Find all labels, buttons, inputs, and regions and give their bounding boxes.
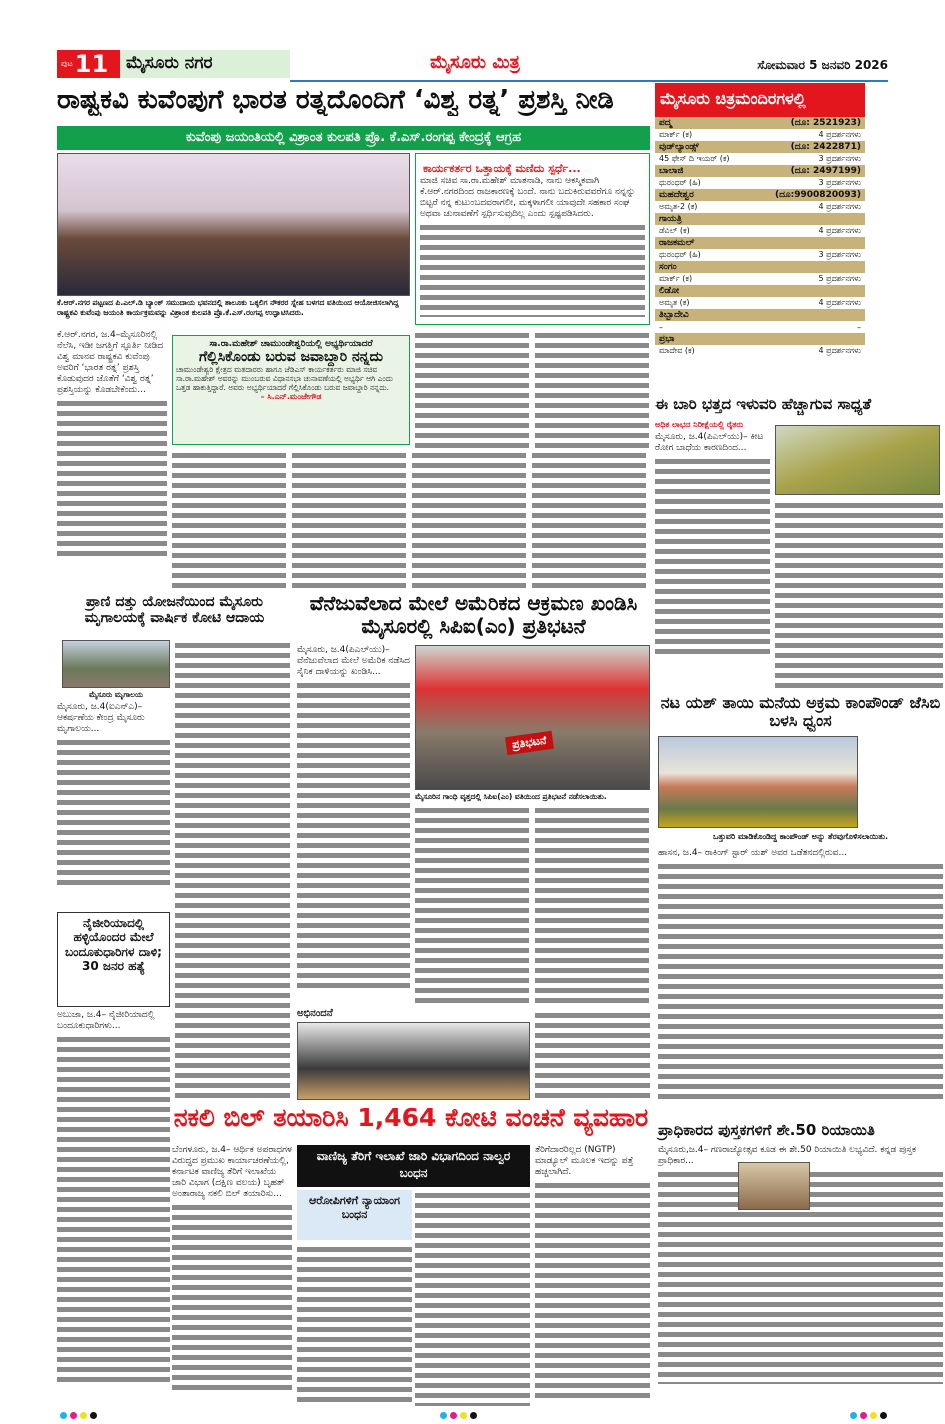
cinema-hall-name: ಮಹದೇಶ್ವರ: [659, 190, 694, 200]
cinema-movie: [655, 153, 865, 165]
zoo-body: [57, 702, 170, 907]
cinema-title: ಮೈಸೂರು ಚಿತ್ರಮಂದಿರಗಳಲ್ಲಿ: [655, 83, 865, 117]
fraud-body: [172, 1145, 292, 1407]
side-box-body: ಮಾಜಿ ಸಚಿವ ಸಾ.ರಾ.ಮಹೇಶ್ ಮಾತನಾಡಿ, ನಾನು ಆಕಸ್ಮಿಕವಾಗಿ ಕೆ.ಆರ್.ನಗರದಿಂದ ರಾಜಕಾರಣಕ್ಕೆ ಬಂದೆ. ನಾನು ಬದುಕಿರುವವರೆಗೂ ನನ್ನನ್ನು ಬಿಟ್ಟರೆ ನನ್ನ ಕುಟುಂಬದವರಾಗಲೀ, ಮಕ್ಕಳಾಗಲೀ ಯಾವುದೇ ಸಹಕಾರ ಸಂಘ ಅಥವಾ ಚುನಾವಣೆಗೆ ಸ್ಪರ್ಧಿಸುವುದಿಲ್ಲ ಎಂದು ಸ್ಪಷ್ಟಪಡಿಸಿದರು.: [420, 176, 645, 222]
nigeria-body: [57, 1010, 170, 1405]
cinema-movie-title: ಅಮೃತ-2 (ಕ): [659, 202, 698, 211]
cinema-hall-name: ಗಾಯತ್ರಿ: [659, 214, 682, 224]
cinema-show-count: –: [857, 322, 861, 332]
cinema-hall: [655, 117, 865, 129]
cinema-show-count: 4 ಪ್ರದರ್ಶನಗಳು: [818, 298, 861, 307]
fraud-col-3: [415, 1190, 530, 1406]
cinema-hall: [655, 261, 865, 273]
inset-body: ಚಾಮುಂಡೇಶ್ವರಿ ಕ್ಷೇತ್ರದ ಮತದಾರರು ಹಾಗೂ ಜೆಡಿಎಸ್ ಕಾರ್ಯಕರ್ತರು ಮಾಜಿ ಸಚಿವ ಸಾ.ರಾ.ಮಹೇಶ್ ಅವರನ್ನು ಮುಂಬರುವ ವಿಧಾನಸಭಾ ಚುನಾವಣೆಯಲ್ಲಿ ಅಭ್ಯರ್ಥಿ ಆಗಿ ಎಂದು ಒತ್ತಡ ಹಾಕುತ್ತಿದ್ದಾರೆ. ಅವರು ಅಭ್ಯರ್ಥಿಯಾದರೆ ಗೆಲ್ಲಿಸಿಕೊಂಡು ಬರುವ ಜವಾಬ್ದಾರಿ ನನ್ನದು.: [176, 365, 393, 392]
fraud-lines: [172, 1202, 292, 1392]
cinema-movie: [655, 225, 865, 237]
congrats-label: ಅಭಿನಂದನೆ: [297, 1008, 333, 1019]
side-box-title: ಕಾರ್ಯಕರ್ತರ ಒತ್ತಾಯಕ್ಕೆ ಮಣಿದು ಸ್ಪರ್ಧೆ...: [420, 162, 584, 176]
cinema-hall-name: ತಿಬ್ಬಾದೇವಿ: [659, 310, 689, 320]
rice-lines: [655, 456, 770, 656]
cinema-movie-title: ಡೆವಿಲ್ (ಕ): [659, 226, 690, 235]
cinema-hall-name: ಬಾಲಾಜಿ: [659, 166, 684, 176]
cinema-show-count: 4 ಪ್ರದರ್ಶನಗಳು: [818, 202, 861, 211]
inset-headline: ಗೆಲ್ಲಿಸಿಕೊಂಡು ಬರುವ ಜವಾಬ್ದಾರಿ ನನ್ನದು: [199, 349, 383, 365]
cinema-hall: [655, 213, 865, 225]
cinema-movie: [655, 129, 865, 141]
print-registration-marks: [60, 1404, 100, 1423]
cinema-hall-name: ಪ್ರಭಾ: [659, 334, 675, 344]
fraud-side-title: ಆರೋಪಿಗಳಿಗೆ ನ್ಯಾಯಾಂಗ ಬಂಧನ: [297, 1190, 412, 1240]
lead-body-lines: [57, 398, 167, 558]
cinema-hall-name: ಸಂಗಂ: [659, 262, 677, 272]
fraud-lines-2: [535, 1180, 650, 1400]
cinema-hall-phone: (ದೂ:9900820093): [774, 190, 861, 200]
cinema-hall: [655, 333, 865, 345]
yash-lines: [658, 861, 943, 1101]
cinema-show-count: 4 ಪ್ರದರ್ಶನಗಳು: [818, 226, 861, 235]
cpim-body: [297, 645, 410, 1005]
congrats-text: [535, 1010, 650, 1100]
cinema-movie-title: 45 ಫೇಸ್ ದಿ ಇಯರ್ (ಕ): [659, 154, 730, 163]
cpim-lines: [297, 680, 410, 990]
side-box-text: [420, 222, 645, 317]
cinema-hall: [655, 189, 865, 201]
cinema-movie: [655, 345, 865, 357]
zoo-body-text: ಮೈಸೂರು, ಜ.4(ಐಎನ್‌ಎ)– ಆಕರ್ಷಣೆಯ ಕೇಂದ್ರ ಮೈಸೂರು ಮೃಗಾಲಯ...: [57, 702, 170, 737]
yash-photo: [658, 736, 858, 828]
cpim-body-2: [415, 805, 650, 1005]
congrats-photo: [297, 1022, 530, 1100]
rice-body-2: [775, 500, 943, 688]
print-registration-marks-right: [850, 1404, 890, 1423]
cpim-photo: [415, 645, 650, 790]
cinema-hall-name: ಲಿಡೋ: [659, 286, 680, 296]
fraud-body2-text: ತೆರಿಗೆದಾರರಿಲ್ಲದ (NGTP) ಮಾಡ್ಯೂಲ್ ಮೂಲಕ ಇದನ್ನು ಪತ್ತೆ ಹಚ್ಚಲಾಗಿದೆ.: [535, 1145, 650, 1180]
cinema-hall-phone: (ದೂ: 2497199): [790, 166, 861, 176]
lead-body-cols: [172, 450, 650, 588]
cinema-hall-phone: (ದೂ: 2422871): [790, 142, 861, 152]
rice-body: [655, 432, 770, 687]
cinema-movie-title: ಮಾದೇವ (ಕ): [659, 346, 695, 355]
nigeria-lines: [57, 1034, 170, 1384]
lead-body: [57, 330, 167, 588]
cinema-hall-name: ವುಡ್‌ಲ್ಯಾಂಡ್ಸ್: [659, 142, 699, 152]
rice-kicker: ಅಧಿಕ ಲಾಭದ ನಿರೀಕ್ಷೆಯಲ್ಲಿ ರೈತರು: [655, 420, 744, 429]
nigeria-box: [57, 912, 170, 1007]
side-box: [415, 153, 650, 325]
cinema-movie-title: ಧುರಂಧರ್ (ಹಿ): [659, 178, 701, 187]
books-headline: ಪ್ರಾಧಿಕಾರದ ಪುಸ್ತಕಗಳಿಗೆ ಶೇ.50 ರಿಯಾಯಿತಿ: [658, 1121, 875, 1139]
cinema-movie-title: –: [659, 322, 663, 332]
cpim-caption: ಮೈಸೂರಿನ ಗಾಂಧಿ ವೃತ್ತದಲ್ಲಿ ಸಿಪಿಐ(ಎಂ) ವತಿಯಿಂದ ಪ್ರತಿಭಟನೆ ನಡೆಸಲಾಯಿತು.: [415, 792, 607, 801]
cinema-show-count: 3 ಪ್ರದರ್ಶನಗಳು: [818, 250, 861, 259]
page-label: ಪುಟ: [61, 59, 73, 68]
cinema-movie: [655, 201, 865, 213]
cinema-movie: [655, 177, 865, 189]
cinema-movie: [655, 321, 865, 333]
yash-caption: ಒತ್ತುವರಿ ಮಾಡಿಕೊಂಡಿದ್ದ ಕಾಂಪೌಂಡ್ ಅನ್ನು ತೆರವುಗೊಳಿಸಲಾಯಿತು.: [712, 832, 889, 841]
cinema-hall-name: ರಾಜಕಮಲ್: [659, 238, 695, 248]
cinema-hall-phone: (ದೂ: 2521923): [790, 118, 861, 128]
issue-date: ಸೋಮವಾರ 5 ಜನವರಿ 2026: [757, 58, 888, 72]
masthead: ಮೈಸೂರು ಮಿತ್ರ: [430, 52, 520, 73]
books-photo: [738, 1162, 810, 1210]
cinema-hall: [655, 165, 865, 177]
cinema-movie-title: ಮಾರ್ಕ್ (ಕ): [659, 274, 693, 283]
cinema-movie: [655, 297, 865, 309]
lead-body-text: ಕೆ.ಆರ್.ನಗರ, ಜ.4–ಮೈಸೂರಿನಲ್ಲಿ ನೆಲೆಸಿ, ಇಡೀ ಜಗತ್ತಿಗೆ ಸ್ಫೂರ್ತಿ ನೀಡಿದ ವಿಶ್ವ ಮಾನವ ರಾಷ್ಟ್ರಕವಿ ಕುವೆಂಪು ಅವರಿಗೆ ‘ಭಾರತ ರತ್ನ’ ಪ್ರಶಸ್ತಿ ಕೊಡುವುದರ ಜೊತೆಗೆ ‘ವಿಶ್ವ ರತ್ನ’ ಪ್ರಶಸ್ತಿಯನ್ನು ಕೊಡಬೇಕೆಂದು...: [57, 330, 167, 398]
zoo-body-2: [175, 640, 290, 1100]
cinema-movie: [655, 249, 865, 261]
print-registration-marks-center: [440, 1404, 480, 1423]
rice-photo: [775, 425, 940, 495]
fraud-box-title: ವಾಣಿಜ್ಯ ತೆರಿಗೆ ಇಲಾಖೆ ಜಾರಿ ವಿಭಾಗದಿಂದ ನಾಲ್ವರ ಬಂಧನ: [297, 1145, 530, 1187]
books-body-text: ಮೈಸೂರು,ಜ.4– ಗಣರಾಜ್ಯೋತ್ಸವ ಕೂಡ ಈ ಶೇ.50 ರಿಯಾಯಿತಿ ಲಭ್ಯವಿದೆ. ಕನ್ನಡ ಪುಸ್ತಕ ಪ್ರಾಧಿಕಾರ...: [658, 1145, 943, 1169]
fraud-col-4: [535, 1145, 650, 1407]
cinema-show-count: 4 ಪ್ರದರ್ಶನಗಳು: [818, 130, 861, 139]
inset-byline: – ಸಿ.ಎನ್.ಮಂಜೇಗೌಡ: [260, 392, 322, 401]
page-number: 11: [74, 50, 109, 78]
fraud-body-text: ಬೆಂಗಳೂರು, ಜ.4– ಆರ್ಥಿಕ ಅಪರಾಧಗಳ ವಿರುದ್ಧದ ಪ್ರಮುಖ ಕಾರ್ಯಾಚರಣೆಯಲ್ಲಿ, ಕರ್ನಾಟಕ ವಾಣಿಜ್ಯ ತೆರಿಗೆ ಇಲಾಖೆಯ ಜಾರಿ ವಿಭಾಗ (ದಕ್ಷಿಣ ವಲಯ) ಬೃಹತ್ ಅಂತಾರಾಜ್ಯ ನಕಲಿ ಬಿಲ್ ತಯಾರಿಸು...: [172, 1145, 292, 1202]
cinema-hall: [655, 237, 865, 249]
rice-headline: ಈ ಬಾರಿ ಭತ್ತದ ಇಳುವರಿ ಹೆಚ್ಚಾಗುವ ಸಾಧ್ಯತೆ: [655, 395, 872, 413]
page-number-badge: [57, 50, 120, 78]
header-rule: [290, 80, 888, 82]
cinema-listings: [655, 83, 865, 357]
yash-headline: ನಟ ಯಶ್ ತಾಯಿ ಮನೆಯ ಅಕ್ರಮ ಕಾಂಪೌಂಡ್ ಜೆಸಿಬಿ ಬಳಸಿ ಧ್ವಂಸ: [660, 693, 941, 731]
nigeria-headline: ನೈಜೀರಿಯಾದಲ್ಲಿ ಹಳ್ಳಿಯೊಂದರ ಮೇಲೆ ಬಂದೂಕುಧಾರಿಗಳ ದಾಳಿ; 30 ಜನರ ಹತ್ಯೆ: [65, 916, 162, 974]
cinema-hall: [655, 141, 865, 153]
cinema-movie: [655, 273, 865, 285]
yash-body-text: ಹಾಸನ, ಜ.4– ರಾಕಿಂಗ್ ಸ್ಟಾರ್ ಯಶ್ ಅವರ ಒಡೆತನದಲ್ಲಿರುವ...: [658, 848, 943, 861]
cinema-movie-title: ಧುರಂಧರ್ (ಹಿ): [659, 250, 701, 259]
cinema-movie-title: ಮಾರ್ಕ್ (ಕ): [659, 130, 693, 139]
nigeria-body-text: ಅಬುಜಾ, ಜ.4– ನೈಜೀರಿಯಾದಲ್ಲಿ ಬಂದೂಕುಧಾರಿಗಳು...: [57, 1010, 170, 1034]
zoo-lines: [57, 737, 170, 887]
cinema-show-count: 4 ಪ್ರದರ್ಶನಗಳು: [818, 346, 861, 355]
yash-body: [658, 848, 943, 1113]
cinema-show-count: 3 ಪ್ರದರ್ಶನಗಳು: [818, 178, 861, 187]
cinema-show-count: 3 ಪ್ರದರ್ಶನಗಳು: [818, 154, 861, 163]
cinema-hall: [655, 309, 865, 321]
cinema-show-count: 5 ಪ್ರದರ್ಶನಗಳು: [818, 274, 861, 283]
rice-body-text: ಮೈಸೂರು, ಜ.4(ಪಿಎಲ್‌ಯು)– ಕೀಟ ರೋಗ ಬಾಧೆಯ ಕಾರಣದಿಂದ...: [655, 432, 770, 456]
inset-box: [172, 335, 410, 445]
inset-kicker: ಸಾ.ರಾ.ಮಹೇಶ್ ಚಾಮುಂಡೇಶ್ವರಿಯಲ್ಲಿ ಅಭ್ಯರ್ಥಿಯಾದರೆ: [209, 339, 373, 349]
cinema-hall-name: ಪದ್ಮ: [659, 118, 672, 128]
fraud-headline: ನಕಲಿ ಬಿಲ್ ತಯಾರಿಸಿ 1,464 ಕೋಟಿ ವಂಚನೆ ವ್ಯವಹಾರ: [173, 1103, 649, 1132]
lead-caption: ಕೆ.ಆರ್.ನಗರ ಪಟ್ಟಣದ ಪಿ.ಎಲ್.ಡಿ ಬ್ಯಾಂಕ್ ಸಮುದಾಯ ಭವನದಲ್ಲಿ ತಾಲೂಕು ಒಕ್ಕಲಿಗ ನೌಕರರ ಸ್ನೇಹ ಬಳಗದ ವತಿಯಿಂದ ಆಯೋಜಿಸಲಾಗಿದ್ದ ರಾಷ್ಟ್ರಕವಿ ಕುವೆಂಪು ಜಯಂತಿ ಕಾರ್ಯಕ್ರಮವನ್ನು ವಿಶ್ರಾಂತ ಕುಲಪತಿ ಪ್ರೊ.ಕೆ.ಎಸ್.ರಂಗಪ್ಪ ಉದ್ಘಾಟಿಸಿದರು.: [57, 298, 399, 317]
lead-photo: [57, 153, 410, 296]
cinema-hall: [655, 285, 865, 297]
cpim-headline: ವೆನೆಜುವೆಲಾದ ಮೇಲೆ ಅಮೆರಿಕದ ಆಕ್ರಮಣ ಖಂಡಿಸಿ ಮೈಸೂರಲ್ಲಿ ಸಿಪಿಐ(ಎಂ) ಪ್ರತಿಭಟನೆ: [309, 591, 638, 638]
section-title: ಮೈಸೂರು ನಗರ: [120, 50, 290, 78]
zoo-caption: ಮೈಸೂರು ಮೃಗಾಲಯ: [88, 690, 144, 699]
lead-headline: ರಾಷ್ಟ್ರಕವಿ ಕುವೆಂಪುಗೆ ಭಾರತ ರತ್ನದೊಂದಿಗೆ ‘ವಿಶ್ವ ರತ್ನ’ ಪ್ರಶಸ್ತಿ ನೀಡಿ: [57, 86, 614, 115]
zoo-photo: [62, 640, 170, 688]
cinema-movie-title: ಅಮೃತ (ಕ): [659, 298, 690, 307]
cpim-body-text: ಮೈಸೂರು, ಜ.4(ಪಿಎಲ್‌ಯು)– ವೆನೆಜುವೆಲಾದ ಮೇಲೆ ಅಮೆರಿಕ ನಡೆಸಿದ ಸೈನಿಕ ದಾಳಿಯನ್ನು ಖಂಡಿಸಿ...: [297, 645, 410, 680]
lead-subhead: ಕುವೆಂಪು ಜಯಂತಿಯಲ್ಲಿ ವಿಶ್ರಾಂತ ಕುಲಪತಿ ಪ್ರೊ. ಕೆ.ಎಸ್.ರಂಗಪ್ಪ ಕೇಂದ್ರಕ್ಕೆ ಆಗ್ರಹ: [57, 126, 650, 150]
fraud-col-2: [297, 1244, 412, 1406]
protest-banner: ಪ್ರತಿಭಟನೆ: [505, 731, 554, 755]
zoo-headline: ಪ್ರಾಣಿ ದತ್ತು ಯೋಜನೆಯಿಂದ ಮೈಸೂರು ಮೃಗಾಲಯಕ್ಕೆ ವಾರ್ಷಿಕ ಕೋಟಿ ಆದಾಯ: [84, 594, 265, 627]
side-col-text: [415, 330, 650, 448]
